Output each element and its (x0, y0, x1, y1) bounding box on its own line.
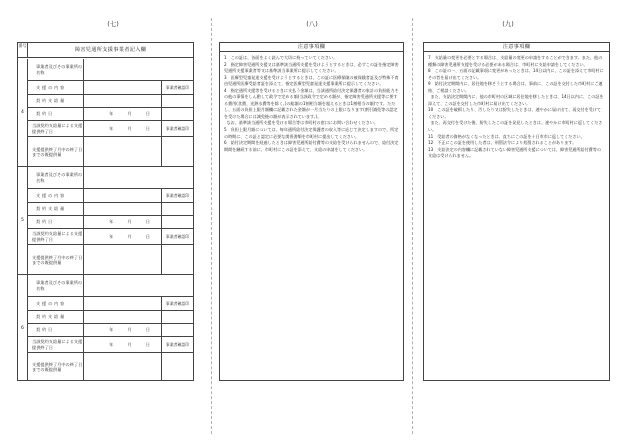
business-name-label: 事業者及びその事業所の名称 (28, 167, 84, 188)
business-name-value[interactable] (162, 275, 193, 296)
contract-date-row (28, 216, 193, 229)
business-name-label: 事業者及びその事業所の名称 (28, 59, 84, 80)
note-item: なお、基準該当通所支援を受ける場合等は市町村の窓口にお問い合わせください。 (226, 120, 378, 126)
stamp-box[interactable] (162, 311, 193, 323)
termination-label: 当該契約支給量による支援提供終了日 (28, 229, 84, 244)
stamp-box[interactable] (162, 203, 193, 215)
stamp-box[interactable] (162, 216, 193, 228)
form-title: 障害児通所支援事業者記入欄 (74, 47, 147, 53)
termination-row (28, 229, 193, 245)
stamp-label: 事業者確認印 (165, 192, 190, 198)
note-item: また、再交付を受けた後、紛失したこの証を発見したときは、速やかに市町村に返してください。 (428, 120, 603, 133)
stamp-label: 事業者確認印 (165, 233, 190, 239)
note-item: 1 この証は、各面をよく読んで大切に持っていてください。 (224, 55, 338, 60)
service-content-label: 支援の内容 (28, 81, 84, 94)
contract-amount-value[interactable] (84, 311, 162, 323)
remaining-row (28, 245, 193, 275)
note-item: 11 受給者の資格がなくなったときは、直ちにこの証を十日市市に返してください。 (428, 133, 585, 139)
page-number: (九) (502, 20, 514, 28)
remaining-row (28, 137, 193, 167)
business-name-row (28, 167, 193, 189)
remaining-label: 支援提供終了月中の終了日までの既提供量 (28, 137, 84, 167)
termination-label: 当該契約支給量による支援提供終了日 (28, 337, 84, 352)
group-number: 5 (18, 167, 28, 274)
business-name-label: 事業者及びその事業所の名称 (28, 275, 84, 296)
contract-date-label: 契約日 (28, 216, 84, 228)
service-content-value[interactable] (84, 189, 162, 202)
termination-date-value[interactable]: 年 月 日 (84, 337, 162, 352)
contract-date-row (28, 324, 193, 337)
service-content-label: 支援の内容 (28, 297, 84, 310)
note-item: また、支給決定期間内に、他の市町村の区域に居住地を移したときは、14日以内に、この証を添えて、この証を交付した市町村に届け出てください。 (428, 94, 604, 106)
business-name-row (28, 275, 193, 297)
service-content-row (28, 189, 193, 203)
page-number: (七) (107, 20, 119, 28)
notes-panel-center (219, 42, 404, 381)
notes-panel-right (423, 42, 610, 381)
stamp-box[interactable] (162, 137, 193, 167)
termination-row (28, 337, 193, 353)
remaining-value[interactable] (84, 137, 162, 167)
stamp-box[interactable] (162, 245, 193, 275)
entry-group (18, 59, 193, 167)
contract-amount-row (28, 203, 193, 216)
contract-amount-value[interactable] (84, 95, 162, 107)
contract-date-row (28, 108, 193, 121)
note-item: 6 給付決定期間を経過したときは障害児通所給付費等の支給を受けられませんので、給付決定期間を継続する前に、市町村にこの証を添えて、支給の申請をしてください。 (224, 140, 399, 152)
note-item: 5 負担上限月額については、毎年通所給付決定保護者の収入等に応じて決定しますので、所定の時期に、この証と認定に必要な関係書類を市町村に提出してください。 (224, 127, 399, 139)
notes-title: 注意事項欄 (220, 43, 403, 52)
stamp-box[interactable] (162, 95, 193, 107)
termination-label: 当該契約支給量による支援提供終了日 (28, 121, 84, 136)
entry-group (18, 275, 193, 381)
stamp-box[interactable] (162, 108, 193, 120)
note-item: 3 医療型児童発達支援を受けようとするときは、この証に医療保険の被保険者証及び特殊不育由児通所医療受給者証を添えて、指定医療型児童発達支援事業所に提示してください。 (224, 74, 399, 87)
remaining-value[interactable] (84, 245, 162, 275)
contract-date-value[interactable]: 年 月 日 (84, 324, 162, 336)
stamp-box[interactable] (162, 353, 193, 381)
contract-amount-label: 契約支給量 (28, 95, 84, 107)
form-header (18, 43, 193, 58)
fold-line (211, 18, 212, 434)
service-content-value[interactable] (84, 297, 162, 310)
note-item: 7 支給量の変更を必要とする場合は、支給量の変更の申請をすることができます。また、他の種類の障害児通所支援を受ける必要がある場合は、市町村に支給申請をしてください。 (428, 55, 603, 67)
notes-body (424, 52, 609, 160)
group-number: 4 (18, 59, 28, 166)
stamp-label: 事業者確認印 (165, 341, 190, 347)
note-item: 4 指定通所支援等を受けるときに支払う金額は、当該通所給付決定保護者の家計の負担能力その他の事情をしん酌して政令で定める額(当該政令で定める額が、指定障害児通所支援等に要する費用(食費、光熱水費等を除く。)の総額の1割相当額を超えるときは1割相当の額)です。ただし、五面の負担上限月額欄に記載された金額が一月当たりの上限になります(割引減免等の認定を受けた場合には減免後の額が表示されています。)。 (224, 87, 399, 119)
remaining-row (28, 353, 193, 381)
group-number: 6 (18, 275, 28, 381)
note-item: 13 支給決定の内容欄に記載されていない障害児通所支援については、障害児通所給付費等の支給は受けられません。 (428, 146, 601, 159)
page-number: (八) (306, 20, 318, 28)
entry-group (18, 167, 193, 275)
fold-line (412, 18, 413, 434)
termination-date-value[interactable]: 年 月 日 (84, 121, 162, 136)
service-content-label: 支援の内容 (28, 189, 84, 202)
number-header: 番号 (18, 43, 28, 58)
contract-date-value[interactable]: 年 月 日 (84, 216, 162, 228)
termination-row (28, 121, 193, 137)
stamp-box[interactable] (162, 324, 193, 336)
contract-amount-label: 契約支給量 (28, 311, 84, 323)
service-content-value[interactable] (84, 81, 162, 94)
remaining-label: 支援提供終了月中の終了日までの既提供量 (28, 245, 84, 275)
service-content-row (28, 297, 193, 311)
note-item: 10 この証を破損したり、汚したり又は紛失したときは、速やかに届け出て、再交付を受けてください。 (428, 107, 601, 119)
business-name-value[interactable] (162, 59, 193, 80)
note-item: 2 指定障害児通所支援又は基準該当通所支援を受けようとするときは、必ずこの証を指定障害児通所支援事業者等又は基準該当事業所に提示してください。 (224, 61, 399, 74)
contract-amount-label: 契約支給量 (28, 203, 84, 215)
contract-date-value[interactable]: 年 月 日 (84, 108, 162, 120)
stamp-label: 事業者確認印 (165, 125, 190, 131)
stamp-label: 事業者確認印 (165, 300, 190, 306)
business-name-value[interactable] (162, 167, 193, 188)
notes-title: 注意事項欄 (424, 43, 609, 52)
business-name-row (28, 59, 193, 81)
note-item: 9 給付決定期間内に、居住地を移そうとする場合は、事前に、この証を交付した市町村にご連絡、ご相談ください。 (428, 81, 603, 93)
remaining-label: 支援提供終了月中の終了日までの既提供量 (28, 353, 84, 381)
contract-date-label: 契約日 (28, 108, 84, 120)
note-item: 12 不正にこの証を使用した者は、刑罰法令により処罰されることがあります。 (428, 140, 577, 146)
contract-amount-row (28, 311, 193, 324)
stamp-label: 事業者確認印 (165, 84, 190, 90)
remaining-value[interactable] (84, 353, 162, 381)
service-content-row (28, 81, 193, 95)
termination-date-value[interactable]: 年 月 日 (84, 229, 162, 244)
note-item: 8 この証の一、五面の記載事項に変更があったときは、14日以内に、この証を添えて市町村にその旨を届け出てください。 (428, 68, 604, 80)
contract-amount-value[interactable] (84, 203, 162, 215)
notes-body (220, 52, 403, 153)
contract-date-label: 契約日 (28, 324, 84, 336)
contract-amount-row (28, 95, 193, 108)
provider-entry-form (17, 42, 194, 381)
